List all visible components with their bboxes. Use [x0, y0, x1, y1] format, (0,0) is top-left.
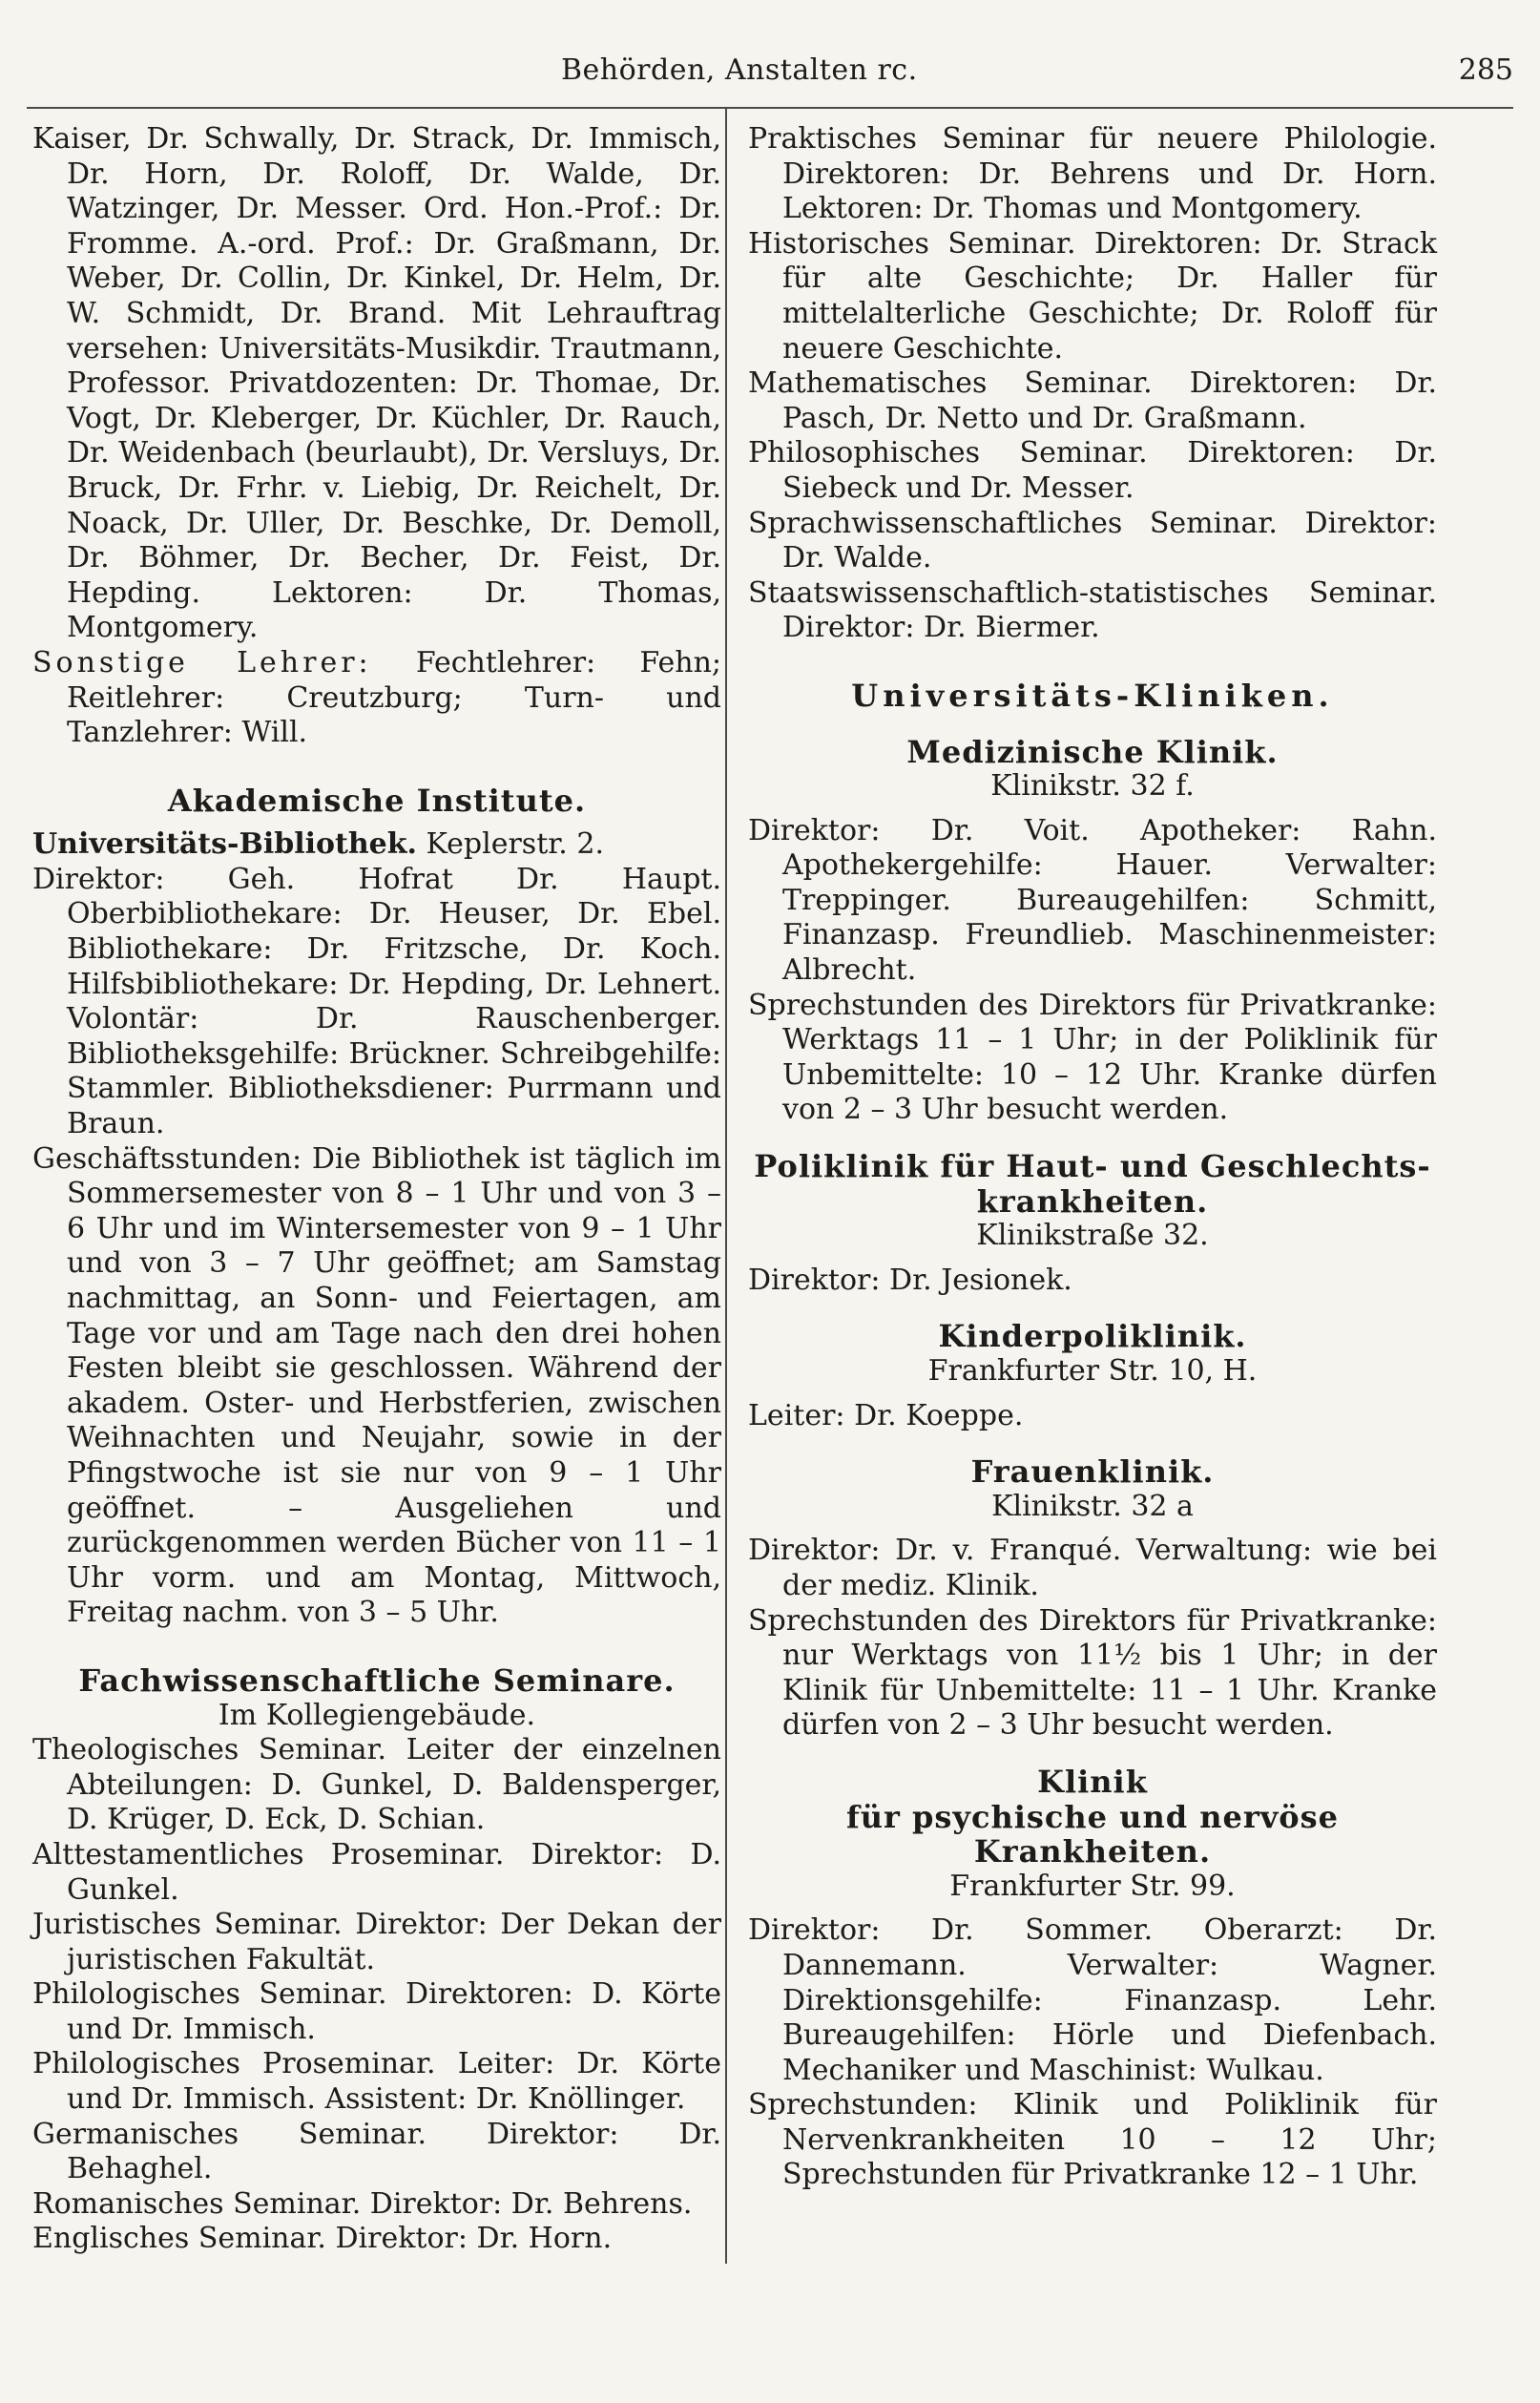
skin-clinic-title-2: krankheiten. — [976, 1182, 1209, 1220]
seminar-entry: Juristisches Seminar. Direktor: Der Dekan der juristischen Fakultät. — [32, 1908, 721, 1976]
medical-clinic-hours: Sprechstunden des Direktors für Privatkranke: Werktags 11 – 1 Uhr; in der Poliklinik für Unbemittelte: 10 – 12 Uhr. Kranke dürfen von 2 – 3 Uhr besucht werden. — [748, 988, 1437, 1127]
psych-clinic-hours: Sprechstunden: Klinik und Poliklinik für Nervenkrankheiten 10 – 12 Uhr; Sprechstunden für Privatkranke 12 – 1 Uhr. — [748, 2088, 1437, 2192]
medical-clinic-title: Medizinische Klinik. — [906, 733, 1279, 770]
seminar-entry: Theologisches Seminar. Leiter der einzelnen Abteilungen: D. Gunkel, D. Baldensperger, D. Krüger, D. Eck, D. Schian. — [32, 1733, 721, 1837]
medical-clinic-address: Klinikstr. 32 f. — [990, 769, 1195, 804]
faculty-list-continued: Kaiser, Dr. Schwally, Dr. Strack, Dr. Immisch, Dr. Horn, Dr. Roloff, Dr. Walde, Dr. Watzinger, Dr. Messer. Ord. Hon.-Prof.: Dr. Fromme. A.-ord. Prof.: Dr. Graßmann, Dr. Weber, Dr. Collin, Dr. Kinkel, Dr. Helm, Dr. W. Schmidt, Dr. Brand. Mit Lehrauftrag versehen: Universitäts-Musikdir. Trautmann, Professor. Privatdozenten: Dr. Thomae, Dr. Vogt, Dr. Kleberger, Dr. Küchler, Dr. Rauch, Dr. Weidenbach (beurlaubt), Dr. Versluys, Dr. Bruck, Dr. Frhr. v. Liebig, Dr. Reichelt, Dr. Noack, Dr. Uller, Dr. Beschke, Dr. Demoll, Dr. Böhmer, Dr. Becher, Dr. Feist, Dr. Hepding. Lektoren: Dr. Thomas, Montgomery. — [32, 122, 721, 645]
children-clinic-staff: Leiter: Dr. Koeppe. — [748, 1398, 1024, 1432]
psych-clinic-title-2: für psychische und nervöse Krankheiten. — [845, 1798, 1340, 1870]
left-column — [32, 122, 721, 2257]
running-header — [27, 50, 1513, 109]
women-clinic-title: Frauenklinik. — [970, 1453, 1215, 1491]
column-divider — [725, 107, 727, 2264]
seminar-entry: Romanisches Seminar. Direktor: Dr. Behrens. — [32, 2186, 693, 2221]
seminar-entry: Englisches Seminar. Direktor: Dr. Horn. — [32, 2222, 613, 2256]
seminars-heading: Fachwissenschaftliche Seminare. — [78, 1661, 676, 1699]
seminar-entry: Philologisches Proseminar. Leiter: Dr. Körte und Dr. Immisch. Assistent: Dr. Knöllinger. — [32, 2047, 721, 2117]
seminar-entry: Alttestamentliches Proseminar. Direktor: D. Gunkel. — [32, 1837, 721, 1907]
women-clinic-staff: Direktor: Dr. v. Franqué. Verwaltung: wie bei der mediz. Klinik. — [748, 1534, 1437, 1602]
seminar-entry: Sprachwissenschaftliches Seminar. Direktor: Dr. Walde. — [748, 506, 1437, 575]
seminar-entry: Praktisches Seminar für neuere Philologie. Direktoren: Dr. Behrens und Dr. Horn. Lektoren: Dr. Thomas und Montgomery. — [748, 122, 1437, 226]
other-teachers-text: Fechtlehrer: Fehn; Reitlehrer: Creutzburg; Turn- und Tanzlehrer: Will. — [67, 645, 721, 750]
library-heading-line — [32, 827, 721, 863]
page-number: 285 — [1458, 53, 1513, 87]
children-clinic-address: Frankfurter Str. 10, H. — [927, 1354, 1258, 1388]
library-hours: Geschäftsstunden: Die Bibliothek ist täglich im Sommersemester von 8 – 1 Uhr und von 3 – 6 Uhr und im Wintersemester von 9 – 1 Uhr und von 3 – 7 Uhr geöffnet; am Samstag nachmittag, an Sonn- und Feiertagen, am Tage vor und am Tage nach den drei hohen Festen bleibt sie geschlossen. Während der akadem. Oster- und Herbstferien, zwischen Weihnachten und Neujahr, sowie in der Pfingstwoche ist sie nur von 9 – 1 Uhr geöffnet. – Ausgeliehen und zurückgenommen werden Bücher von 11 – 1 Uhr vorm. und am Montag, Mittwoch, Freitag nachm. von 3 – 5 Uhr. — [32, 1141, 721, 1630]
seminars-location: Im Kollegiengebäude. — [218, 1698, 536, 1732]
header-title: Behörden, Anstalten rc. — [561, 53, 918, 87]
seminar-entry: Philosophisches Seminar. Direktoren: Dr. Siebeck und Dr. Messer. — [748, 436, 1437, 505]
skin-clinic-staff: Direktor: Dr. Jesionek. — [748, 1263, 1072, 1297]
clinics-heading: Universitäts-Kliniken. — [851, 677, 1334, 714]
seminar-entry: Mathematisches Seminar. Direktoren: Dr. Pasch, Dr. Netto und Dr. Graßmann. — [748, 366, 1437, 435]
library-staff: Direktor: Geh. Hofrat Dr. Haupt. Oberbibliothekare: Dr. Heuser, Dr. Ebel. Bibliothekare: Dr. Fritzsche, Dr. Koch. Hilfsbibliothekare: Dr. Hepding, Dr. Lehnert. Volontär: Dr. Rauschenberger. Bibliotheksgehilfe: Brückner. Schreibgehilfe: Stammler. Bibliotheksdiener: Purrmann und Braun. — [32, 862, 721, 1141]
skin-clinic-title-1: Poliklinik für Haut- und Geschlechts- — [754, 1148, 1431, 1185]
psych-clinic-title-1: Klinik — [1037, 1763, 1148, 1800]
library-address: Keplerstr. 2. — [426, 827, 604, 862]
seminar-entry: Historisches Seminar. Direktoren: Dr. Strack für alte Geschichte; Dr. Haller für mittelalterliche Geschichte; Dr. Roloff für neuere Geschichte. — [748, 226, 1437, 366]
women-clinic-hours: Sprechstunden des Direktors für Privatkranke: nur Werktags von 11½ bis 1 Uhr; in der Klinik für Unbemittelte: 11 – 1 Uhr. Kranke dürfen von 2 – 3 Uhr besucht werden. — [748, 1603, 1437, 1743]
skin-clinic-address: Klinikstraße 32. — [976, 1219, 1209, 1253]
seminar-entry: Philologisches Seminar. Direktoren: D. Körte und Dr. Immisch. — [32, 1977, 721, 2046]
library-title: Universitäts-Bibliothek. — [32, 827, 417, 862]
children-clinic-title: Kinderpoliklinik. — [938, 1318, 1247, 1355]
psych-clinic-address: Frankfurter Str. 99. — [949, 1869, 1236, 1903]
other-teachers — [32, 646, 721, 751]
medical-clinic-staff: Direktor: Dr. Voit. Apotheker: Rahn. Apothekergehilfe: Hauer. Verwalter: Treppinger. Bureaugehilfen: Schmitt, Finanzasp. Freundlieb. Maschinenmeister: Albrecht. — [748, 813, 1437, 988]
women-clinic-address: Klinikstr. 32 a — [991, 1489, 1194, 1523]
institutes-heading: Akademische Institute. — [167, 782, 587, 819]
right-column — [748, 122, 1437, 2193]
other-teachers-label: Sonstige Lehrer: — [32, 645, 372, 679]
seminar-entry: Germanisches Seminar. Direktor: Dr. Behaghel. — [32, 2117, 721, 2186]
seminar-entry: Staatswissenschaftlich-statistisches Seminar. Direktor: Dr. Biermer. — [748, 575, 1437, 645]
psych-clinic-staff: Direktor: Dr. Sommer. Oberarzt: Dr. Dannemann. Verwalter: Wagner. Direktionsgehilfe: Finanzasp. Lehr. Bureaugehilfen: Hörle und Diefenbach. Mechaniker und Maschinist: Wulkau. — [748, 1913, 1437, 2087]
